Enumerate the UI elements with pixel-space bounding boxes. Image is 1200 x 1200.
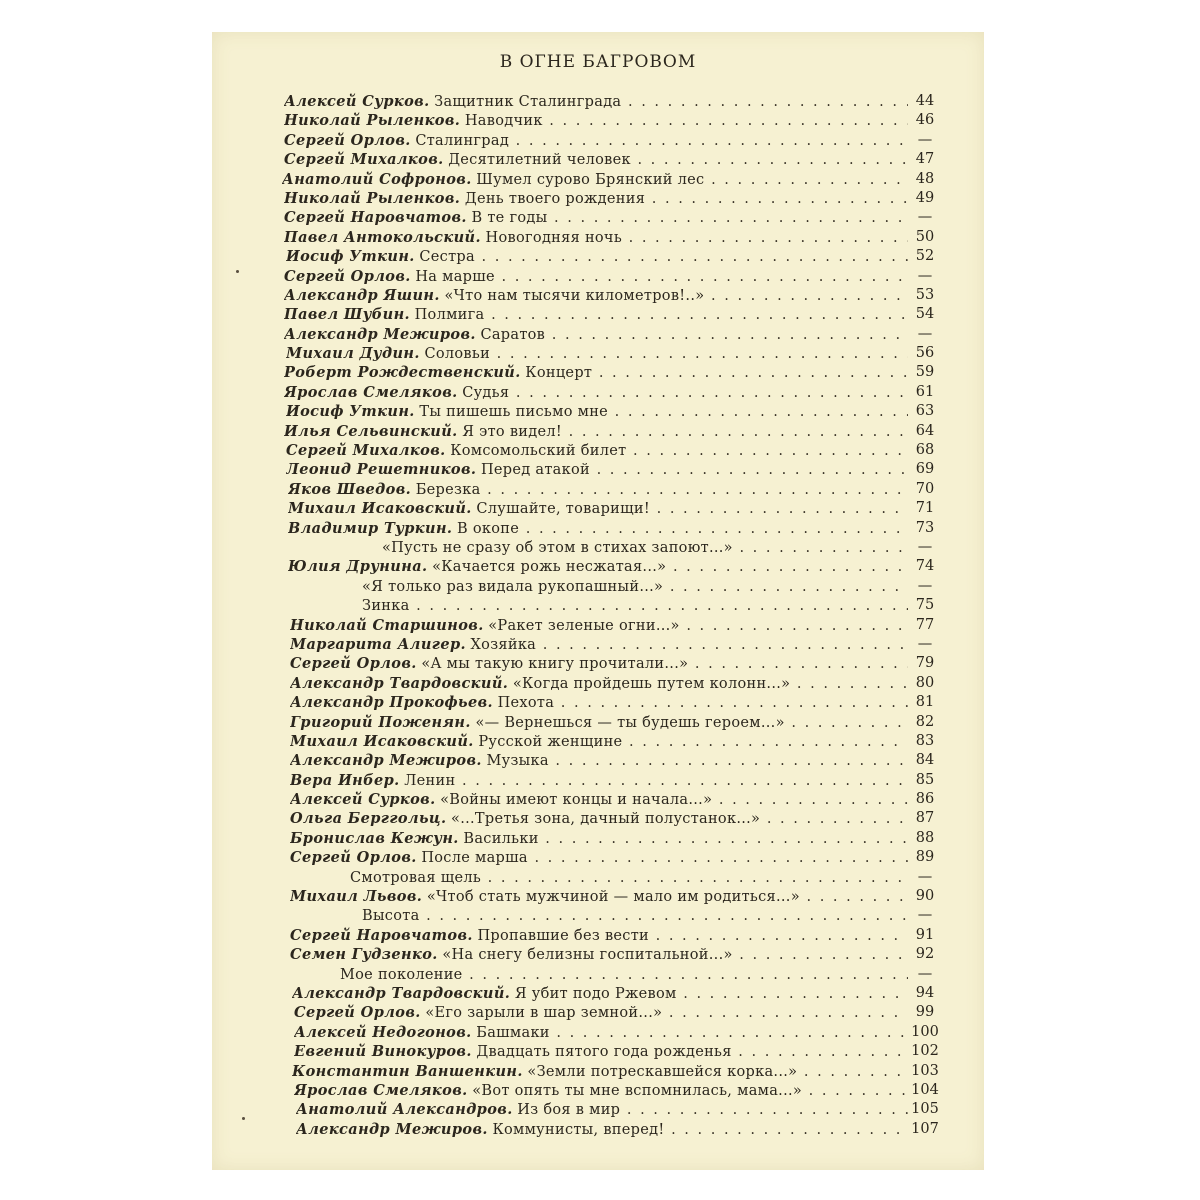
toc-entry (282, 170, 912, 190)
author-name: Сергей Орлов. (284, 131, 411, 149)
toc-row (212, 693, 984, 712)
toc-row (212, 887, 984, 906)
table-of-contents (212, 92, 984, 1139)
toc-row (212, 965, 984, 984)
page-number: 48 (908, 170, 942, 189)
toc-row (212, 577, 984, 596)
toc-row (212, 267, 984, 286)
page-number: 107 (908, 1120, 942, 1139)
poem-title: Башмаки (476, 1024, 550, 1041)
page-number: 104 (908, 1081, 942, 1100)
toc-entry (294, 1081, 912, 1101)
toc-entry (290, 829, 912, 849)
poem-title: «— Вернешься — ты будешь героем...» (475, 714, 785, 731)
toc-row (212, 984, 984, 1003)
toc-entry (284, 325, 912, 345)
page-number: 102 (908, 1042, 942, 1061)
poem-title: «Вот опять ты мне вспомнилась, мама...» (472, 1082, 803, 1099)
poem-title: Хозяйка (470, 636, 537, 653)
toc-row (212, 713, 984, 732)
page-number: 61 (908, 383, 942, 402)
toc-row (212, 1003, 984, 1022)
page-number: — (908, 906, 942, 925)
author-name: Александр Межиров. (284, 325, 476, 343)
toc-entry (362, 577, 912, 597)
page-number: 80 (908, 674, 942, 693)
poem-title: Я это видел! (462, 423, 563, 440)
toc-entry (290, 654, 912, 674)
toc-entry (286, 247, 912, 267)
toc-row (212, 557, 984, 576)
toc-entry (290, 809, 912, 829)
toc-row (212, 1062, 984, 1081)
toc-row (212, 945, 984, 964)
poem-title: «Что нам тысячи километров!..» (444, 287, 705, 304)
toc-row (212, 1081, 984, 1100)
author-name: Александр Яшин. (284, 286, 440, 304)
toc-entry (284, 150, 912, 170)
toc-entry (290, 848, 912, 868)
toc-row (212, 305, 984, 324)
author-name: Леонид Решетников. (286, 461, 477, 479)
toc-row (212, 635, 984, 654)
toc-entry (288, 557, 912, 577)
toc-entry (284, 422, 912, 442)
poem-title: Защитник Сталинграда (434, 94, 622, 110)
author-name: Ярослав Смеляков. (294, 1081, 468, 1099)
poem-title: Соловьи (424, 346, 491, 363)
page-number: — (908, 965, 942, 984)
toc-row (212, 208, 984, 227)
page-number: 52 (908, 247, 942, 266)
poem-title: Наводчик (464, 113, 543, 130)
author-name: Павел Шубин. (284, 306, 410, 324)
toc-entry (288, 480, 912, 500)
author-name: Яков Шведов. (288, 480, 412, 498)
poem-title: Судья (462, 384, 510, 401)
toc-entry (362, 596, 912, 616)
page-number: 88 (908, 829, 942, 848)
toc-entry (284, 228, 912, 248)
poem-title: Сестра (419, 249, 475, 266)
toc-entry (290, 635, 912, 655)
toc-row (212, 538, 984, 557)
poem-title: Сталинград (415, 132, 510, 149)
page-number: — (908, 208, 942, 227)
author-name: Александр Твардовский. (290, 674, 509, 692)
toc-row (212, 402, 984, 421)
poem-title: В те годы (471, 210, 548, 227)
toc-entry (284, 286, 912, 306)
page-number: 64 (908, 422, 942, 441)
toc-row (212, 228, 984, 247)
author-name: Ольга Берггольц. (290, 810, 447, 828)
toc-row (212, 1100, 984, 1119)
poem-title: Высота (362, 908, 420, 925)
author-name: Александр Межиров. (290, 752, 482, 770)
toc-row (212, 170, 984, 189)
toc-row (212, 189, 984, 208)
toc-row (212, 519, 984, 538)
toc-row (212, 732, 984, 751)
author-name: Анатолий Софронов. (282, 170, 472, 188)
page-number: 82 (908, 713, 942, 732)
toc-entry (294, 1023, 912, 1043)
page-number: — (908, 267, 942, 286)
toc-entry (290, 713, 912, 733)
toc-row (212, 499, 984, 518)
toc-entry (292, 984, 912, 1004)
page-number: 91 (908, 926, 942, 945)
poem-title: Двадцать пятого года рожденья (476, 1044, 732, 1061)
toc-entry (294, 1003, 912, 1023)
toc-row (212, 460, 984, 479)
toc-row (212, 848, 984, 867)
page-number: 71 (908, 499, 942, 518)
toc-row (212, 751, 984, 770)
author-name: Сергей Михалков. (284, 151, 444, 169)
toc-entry (286, 344, 912, 364)
toc-row (212, 654, 984, 673)
author-name: Семен Гудзенко. (290, 946, 438, 964)
page-number: 69 (908, 460, 942, 479)
author-name: Евгений Винокуров. (294, 1043, 472, 1061)
poem-title: Мое поколение (340, 966, 463, 983)
toc-row (212, 441, 984, 460)
author-name: Юлия Друнина. (288, 558, 428, 576)
page-number: 100 (908, 1023, 942, 1042)
page-number: — (908, 577, 942, 596)
poem-title: «Пусть не сразу об этом в стихах запоют...» (382, 539, 733, 556)
toc-entry (284, 208, 912, 228)
author-name: Николай Рыленков. (284, 112, 461, 130)
page-number: 70 (908, 480, 942, 499)
author-name: Григорий Поженян. (290, 713, 471, 731)
poem-title: «Качается рожь несжатая...» (432, 559, 667, 576)
poem-title: «А мы такую книгу прочитали...» (421, 656, 689, 673)
author-name: Ярослав Смеляков. (284, 383, 458, 401)
author-name: Александр Твардовский. (292, 984, 511, 1002)
author-name: Роберт Рождественский. (284, 364, 521, 382)
page-number: 56 (908, 344, 942, 363)
author-name: Иосиф Уткин. (286, 403, 415, 421)
author-name: Николай Старшинов. (290, 616, 484, 634)
toc-entry (292, 1062, 912, 1082)
page-number: — (908, 325, 942, 344)
page-number: 74 (908, 557, 942, 576)
author-name: Михаил Исаковский. (290, 732, 474, 750)
author-name: Бронислав Кежун. (290, 829, 459, 847)
toc-row (212, 829, 984, 848)
poem-title: Новогодняя ночь (485, 229, 623, 246)
author-name: Сергей Орлов. (294, 1004, 421, 1022)
toc-entry (382, 538, 912, 558)
toc-entry (284, 111, 912, 131)
toc-entry (284, 383, 912, 403)
page-number: 92 (908, 945, 942, 964)
book-page (212, 32, 984, 1170)
author-name: Михаил Исаковский. (288, 500, 472, 518)
toc-entry (362, 906, 912, 926)
page-number: 86 (908, 790, 942, 809)
toc-entry (284, 92, 912, 112)
page-number: 85 (908, 771, 942, 790)
toc-row (212, 809, 984, 828)
page-number: 53 (908, 286, 942, 305)
toc-row (212, 111, 984, 130)
page-number: 73 (908, 519, 942, 538)
author-name: Александр Прокофьев. (290, 694, 493, 712)
page-number: — (908, 538, 942, 557)
author-name: Сергей Орлов. (284, 267, 411, 285)
toc-row (212, 906, 984, 925)
author-name: Иосиф Уткин. (286, 248, 415, 266)
poem-title: «Его зарыли в шар земной...» (425, 1005, 663, 1022)
poem-title: Ленин (404, 772, 456, 789)
poem-title: Коммунисты, вперед! (492, 1121, 665, 1138)
author-name: Михаил Дудин. (286, 345, 420, 363)
page-number: 63 (908, 402, 942, 421)
author-name: Сергей Наровчатов. (290, 926, 473, 944)
poem-title: «Земли потрескавшейся корка...» (527, 1063, 798, 1080)
toc-row (212, 1120, 984, 1139)
author-name: Владимир Туркин. (288, 519, 453, 537)
poem-title: «Когда пройдешь путем колонн...» (512, 675, 791, 692)
toc-entry (286, 460, 912, 480)
page-number: 77 (908, 616, 942, 635)
toc-entry (290, 732, 912, 752)
poem-title: Русской женщине (478, 733, 623, 750)
poem-title: На марше (415, 268, 495, 285)
toc-row (212, 868, 984, 887)
poem-title: Смотровая щель (350, 869, 482, 886)
poem-title: Музыка (486, 753, 549, 770)
toc-entry (284, 305, 912, 325)
poem-title: Концерт (525, 365, 593, 382)
toc-row (212, 247, 984, 266)
page-number: 49 (908, 189, 942, 208)
toc-entry (284, 189, 912, 209)
author-name: Алексей Недогонов. (294, 1023, 472, 1041)
toc-row (212, 1023, 984, 1042)
page-speck (242, 1117, 245, 1120)
toc-row (212, 325, 984, 344)
page-number: 83 (908, 732, 942, 751)
toc-entry (290, 926, 912, 946)
toc-entry (294, 1042, 912, 1062)
toc-entry (290, 693, 912, 713)
poem-title: Из боя в мир (517, 1102, 621, 1119)
toc-entry (290, 616, 912, 636)
toc-entry (290, 887, 912, 907)
toc-entry (290, 771, 912, 791)
toc-entry (340, 965, 912, 985)
toc-row (212, 674, 984, 693)
toc-row (212, 422, 984, 441)
poem-title: День твоего рождения (464, 190, 646, 207)
author-name: Александр Межиров. (296, 1120, 488, 1138)
author-name: Сергей Михалков. (286, 442, 446, 460)
page-number: 105 (908, 1100, 942, 1119)
toc-row (212, 616, 984, 635)
toc-row (212, 92, 984, 111)
poem-title: Пропавшие без вести (477, 927, 650, 944)
author-name: Сергей Наровчатов. (284, 209, 467, 227)
page-number: 84 (908, 751, 942, 770)
toc-row (212, 131, 984, 150)
toc-entry (286, 402, 912, 422)
poem-title: «Я только раз видала рукопашный...» (362, 578, 664, 595)
section-heading: В ОГНЕ БАГРОВОМ (499, 52, 697, 72)
toc-row (212, 363, 984, 382)
page-number: 79 (908, 654, 942, 673)
toc-entry (284, 267, 912, 287)
page-number: 54 (908, 305, 942, 324)
poem-title: «Войны имеют концы и начала...» (440, 792, 713, 809)
page-number: 75 (908, 596, 942, 615)
page-number: — (908, 635, 942, 654)
poem-title: Десятилетний человек (448, 152, 631, 169)
page-number: 90 (908, 887, 942, 906)
author-name: Константин Ваншенкин. (292, 1062, 523, 1080)
author-name: Павел Антокольский. (284, 228, 481, 246)
poem-title: Перед атакой (480, 462, 590, 479)
poem-title: Полмига (414, 307, 485, 324)
page-number: 94 (908, 984, 942, 1003)
page-number: 46 (908, 111, 942, 130)
toc-row (212, 1042, 984, 1061)
poem-title: Я убит подо Ржевом (514, 985, 677, 1002)
toc-entry (288, 519, 912, 539)
page-number: 87 (908, 809, 942, 828)
toc-entry (286, 441, 912, 461)
poem-title: Зинка (362, 598, 410, 615)
author-name: Михаил Львов. (290, 888, 423, 906)
page-number: 44 (908, 92, 942, 111)
page-number: 68 (908, 441, 942, 460)
poem-title: Ты пишешь письмо мне (419, 404, 609, 421)
page-number: — (908, 868, 942, 887)
toc-entry (284, 363, 912, 383)
page-number: 99 (908, 1003, 942, 1022)
poem-title: Слушайте, товарищи! (476, 501, 650, 518)
author-name: Маргарита Алигер. (290, 635, 466, 653)
poem-title: Пехота (497, 695, 555, 712)
poem-title: «Ракет зеленые огни...» (488, 617, 680, 634)
toc-row (212, 286, 984, 305)
page-number: 47 (908, 150, 942, 169)
page-number: 59 (908, 363, 942, 382)
poem-title: Васильки (463, 830, 539, 847)
poem-title: «...Третья зона, дачный полустанок...» (451, 811, 761, 828)
toc-entry (290, 945, 912, 965)
page-speck (236, 270, 239, 273)
toc-entry (296, 1100, 912, 1120)
page-number: 50 (908, 228, 942, 247)
poem-title: «На снегу белизны госпитальной...» (442, 947, 733, 964)
poem-title: После марша (421, 850, 528, 867)
toc-entry (290, 751, 912, 771)
toc-entry (350, 868, 912, 888)
poem-title: В окопе (457, 520, 520, 537)
author-name: Сергей Орлов. (290, 849, 417, 867)
toc-row (212, 596, 984, 615)
page-number: 103 (908, 1062, 942, 1081)
poem-title: Комсомольский билет (450, 443, 627, 460)
author-name: Вера Инбер. (290, 771, 400, 789)
toc-entry (288, 499, 912, 519)
toc-row (212, 926, 984, 945)
toc-row (212, 790, 984, 809)
toc-row (212, 383, 984, 402)
toc-row (212, 150, 984, 169)
author-name: Сергей Орлов. (290, 655, 417, 673)
page-number: 89 (908, 848, 942, 867)
author-name: Алексей Сурков. (284, 93, 430, 110)
toc-entry (290, 674, 912, 694)
poem-title: Березка (415, 481, 481, 498)
author-name: Алексей Сурков. (290, 791, 436, 809)
toc-entry (296, 1120, 912, 1140)
poem-title: Шумел сурово Брянский лес (476, 171, 705, 188)
poem-title: «Чтоб стать мужчиной — мало им родиться...» (426, 889, 800, 906)
author-name: Николай Рыленков. (284, 189, 461, 207)
poem-title: Саратов (480, 326, 546, 343)
toc-row (212, 771, 984, 790)
toc-row (212, 480, 984, 499)
author-name: Илья Сельвинский. (284, 422, 458, 440)
author-name: Анатолий Александров. (296, 1101, 513, 1119)
toc-entry (290, 790, 912, 810)
page-number: — (908, 131, 942, 150)
toc-row (212, 344, 984, 363)
toc-entry (284, 131, 912, 151)
page-number: 81 (908, 693, 942, 712)
